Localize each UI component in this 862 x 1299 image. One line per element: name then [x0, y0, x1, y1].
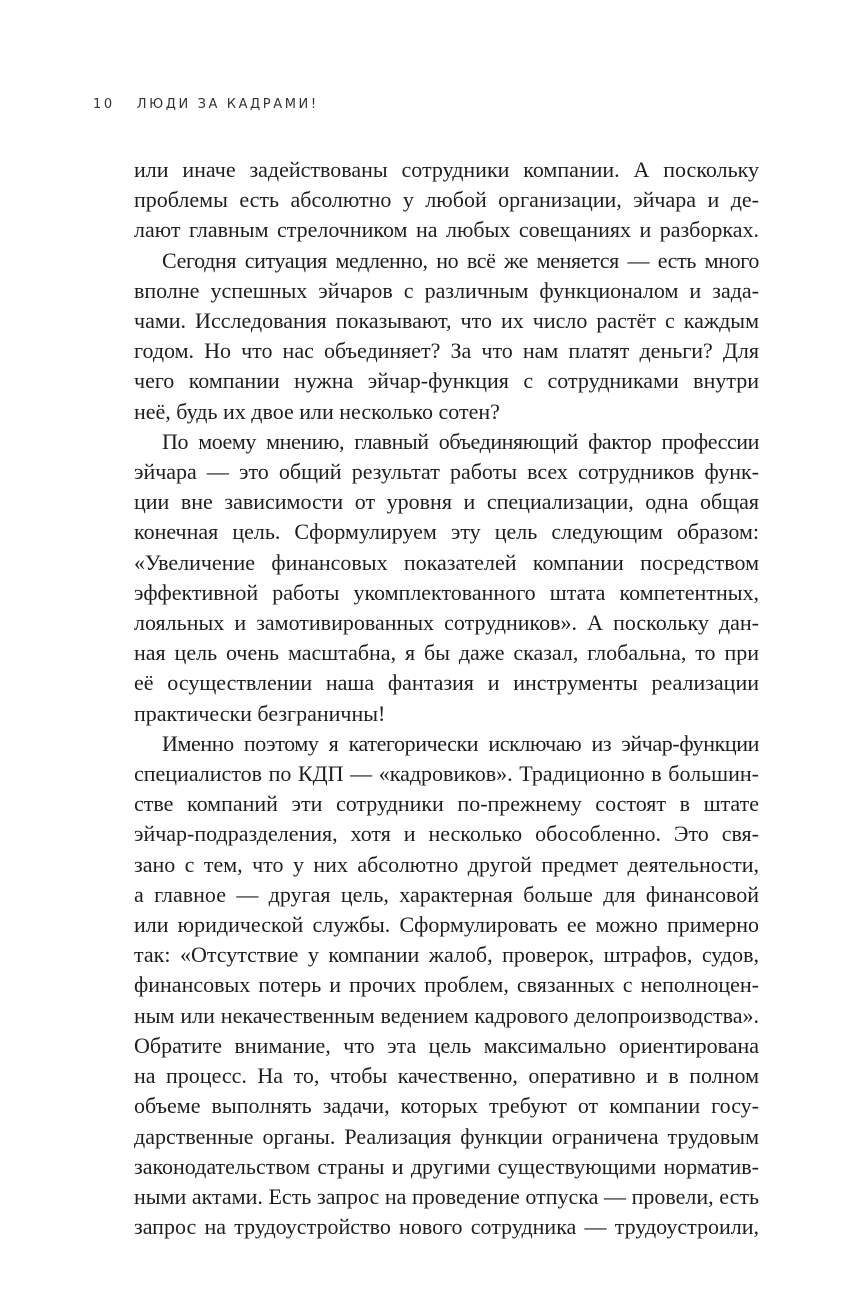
- text-line: законодательством страны и другими существующими норматив-: [134, 1153, 759, 1179]
- text-line: проблемы есть абсолютно у любой организации, эйчара и де-: [134, 187, 759, 213]
- text-line: лояльных и замотивированных сотрудников». А поскольку дан-: [134, 610, 759, 636]
- paragraph-2: [134, 246, 759, 427]
- text-line: запрос на трудоустройство нового сотрудника — трудоустроили,: [134, 1214, 759, 1240]
- paragraph-1: [134, 155, 759, 246]
- body-text: [134, 155, 759, 1242]
- text-line: Сегодня ситуация медленно, но всё же меняется — есть много: [162, 247, 759, 273]
- text-line: вполне успешных эйчаров с различным функционалом и зада-: [134, 277, 759, 303]
- text-line: неё, будь их двое или несколько сотен?: [134, 398, 500, 424]
- text-line: так: «Отсутствие у компании жалоб, проверок, штрафов, судов,: [134, 942, 759, 968]
- paragraph-3: [134, 427, 759, 729]
- running-title: ЛЮДИ ЗА КАДРАМИ!: [136, 97, 319, 112]
- text-line: Обратите внимание, что эта цель максимально ориентирована: [134, 1032, 759, 1058]
- text-line: эйчара — это общий результат работы всех сотрудников функ-: [134, 459, 759, 485]
- text-line: эффективной работы укомплектованного штата компетентных,: [134, 579, 759, 605]
- text-line: Именно поэтому я категорически исключаю из эйчар-функции: [162, 730, 759, 756]
- running-header: [93, 97, 319, 112]
- text-line: ными актами. Есть запрос на проведение отпуска — провели, есть: [134, 1183, 759, 1209]
- text-line: объеме выполнять задачи, которых требуют от компании госу-: [134, 1093, 759, 1119]
- text-line: или юридической службы. Сформулировать ее можно примерно: [134, 912, 759, 938]
- text-line: конечная цель. Сформулируем эту цель следующим образом:: [134, 519, 759, 545]
- text-line: эйчар-подразделения, хотя и несколько обособленно. Это свя-: [134, 821, 759, 847]
- text-line: лают главным стрелочником на любых совещаниях и разборках.: [134, 217, 759, 243]
- text-line: ции вне зависимости от уровня и специализации, одна общая: [134, 489, 759, 515]
- text-line: ным или некачественным ведением кадрового делопроизводства».: [134, 1002, 759, 1028]
- text-line: дарственные органы. Реализация функции ограничена трудовым: [134, 1123, 759, 1149]
- text-line: «Увеличение финансовых показателей компании посредством: [134, 549, 759, 575]
- text-line: годом. Но что нас объединяет? За что нам платят деньги? Для: [134, 338, 759, 364]
- text-line: её осуществлении наша фантазия и инструменты реализации: [134, 670, 759, 696]
- text-line: стве компаний эти сотрудники по-прежнему состоят в штате: [134, 791, 759, 817]
- text-line: зано с тем, что у них абсолютно другой предмет деятельности,: [134, 851, 759, 877]
- paragraph-4: [134, 729, 759, 1242]
- text-line: на процесс. На то, чтобы качественно, оперативно и в полном: [134, 1063, 759, 1089]
- text-line: специалистов по КДП — «кадровиков». Традиционно в большин-: [134, 761, 759, 787]
- text-line: финансовых потерь и прочих проблем, связанных с неполноцен-: [134, 972, 759, 998]
- text-line: а главное — другая цель, характерная больше для финансовой: [134, 881, 759, 907]
- page-number: 10: [93, 97, 115, 112]
- text-line: чами. Исследования показывают, что их число растёт с каждым: [134, 308, 759, 334]
- text-line: По моему мнению, главный объединяющий фактор профессии: [162, 428, 759, 454]
- text-line: ная цель очень масштабна, я бы даже сказал, глобальна, то при: [134, 640, 759, 666]
- text-line: чего компании нужна эйчар-функция с сотрудниками внутри: [134, 368, 759, 394]
- text-line: практически безграничны!: [134, 700, 386, 726]
- text-line: или иначе задействованы сотрудники компании. А поскольку: [134, 157, 759, 182]
